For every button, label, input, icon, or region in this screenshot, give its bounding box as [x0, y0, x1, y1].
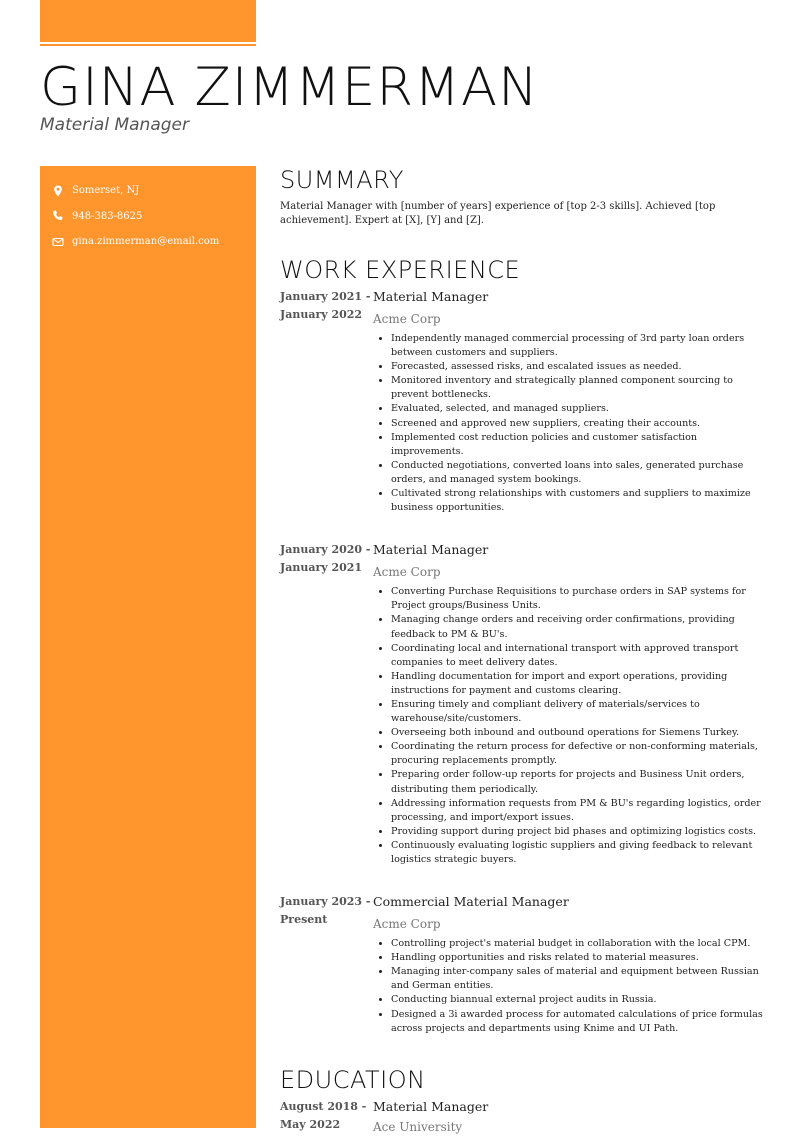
job-company: Acme Corp — [373, 565, 441, 580]
job-bullet: • Providing support during project bid phases and optimizing logistics costs. — [391, 825, 764, 839]
job-company: Acme Corp — [373, 917, 441, 932]
job-bullet: • Conducting biannual external project audits in Russia. — [391, 993, 764, 1007]
job-body — [373, 539, 764, 867]
education-date: August 2018 - May 2022 — [280, 1099, 367, 1131]
job-bullet: • Handling opportunities and risks related to material measures. — [391, 951, 764, 965]
job-body — [373, 286, 764, 515]
education-title: Material Manager — [373, 1098, 489, 1114]
job-entry — [280, 539, 764, 867]
envelope-icon — [52, 236, 64, 248]
job-body — [373, 891, 764, 1036]
job-entry — [280, 891, 764, 1036]
job-bullet: • Screened and approved new suppliers, creating their accounts. — [391, 417, 764, 431]
candidate-role: Material Manager — [40, 115, 189, 135]
phone-icon — [52, 210, 64, 222]
job-bullet: • Continuously evaluating logistic suppliers and giving feedback to relevant logistics strategic buyers. — [391, 839, 764, 867]
contact-phone-text: 948-383-8625 — [72, 210, 143, 222]
job-bullet: • Implemented cost reduction policies and customer satisfaction improvements. — [391, 431, 764, 459]
job-bullet: • Managing change orders and receiving order confirmations, providing feedback to PM & BU's. — [391, 613, 764, 641]
candidate-name: GINA ZIMMERMAN — [40, 57, 539, 118]
job-bullet: • Coordinating the return process for defective or non-conforming materials, procuring replacements promptly. — [391, 740, 764, 768]
job-bullet: • Ensuring timely and compliant delivery of materials/services to warehouse/site/customers. — [391, 698, 764, 726]
job-bullet: • Forecasted, assessed risks, and escalated issues as needed. — [391, 360, 764, 374]
job-bullet: • Converting Purchase Requisitions to purchase orders in SAP systems for Project groups/Business Units. — [391, 585, 764, 613]
education-school: Ace University — [373, 1119, 463, 1134]
contact-email-text: gina.zimmerman@email.com — [72, 236, 220, 248]
contact-list — [52, 178, 252, 255]
job-bullet: • Independently managed commercial processing of 3rd party loan orders between customers and suppliers. — [391, 332, 764, 360]
job-bullet: • Managing inter-company sales of material and equipment between Russian and German entities. — [391, 965, 764, 993]
work-experience-heading: WORK EXPERIENCE — [280, 256, 521, 284]
job-bullet: • Monitored inventory and strategically planned component sourcing to prevent bottlenecks. — [391, 374, 764, 402]
contact-location — [52, 178, 252, 204]
sidebar-top-accent — [40, 0, 256, 42]
job-date: January 2021 - January 2022 — [280, 290, 371, 321]
contact-phone[interactable] — [52, 204, 252, 230]
sidebar — [40, 166, 256, 1128]
job-entry — [280, 286, 764, 515]
job-bullets — [373, 332, 764, 515]
job-date: January 2023 - Present — [280, 895, 371, 927]
job-bullet: • Addressing information requests from PM & BU's regarding logistics, order processing, and import/export issues. — [391, 797, 764, 825]
job-title: Material Manager — [373, 289, 489, 304]
main-content — [280, 164, 764, 1136]
job-company: Acme Corp — [373, 312, 441, 326]
education-entry — [280, 1096, 764, 1136]
summary-heading: SUMMARY — [280, 166, 404, 194]
summary-text: Material Manager with [number of years] experience of [top 2-3 skills]. Achieved [top achievement]. Expert at [X], [Y] and [Z]. — [280, 201, 716, 226]
sidebar-top-rule — [40, 44, 256, 46]
job-bullet: • Cultivated strong relationships with customers and suppliers to maximize business opportunities. — [391, 487, 764, 515]
contact-email[interactable] — [52, 229, 252, 255]
job-title: Material Manager — [373, 542, 489, 558]
contact-location-text: Somerset, NJ — [72, 185, 140, 197]
location-pin-icon — [52, 185, 64, 197]
job-bullet: • Controlling project's material budget in collaboration with the local CPM. — [391, 937, 764, 951]
job-bullet: • Designed a 3i awarded process for automated calculations of price formulas across projects and departments using Knime and UI Path. — [391, 1008, 764, 1036]
job-bullets — [373, 937, 764, 1036]
job-date: January 2020 - January 2021 — [280, 543, 371, 575]
education-heading: EDUCATION — [280, 1065, 426, 1094]
job-bullet: • Preparing order follow-up reports for projects and Business Unit orders, distributing them periodically. — [391, 768, 764, 796]
job-bullets — [373, 585, 764, 867]
job-bullet: • Handling documentation for import and export operations, providing instructions for payment and customs clearing. — [391, 670, 764, 698]
job-bullet: • Coordinating local and international transport with approved transport companies to meet delivery dates. — [391, 642, 764, 670]
job-bullet: • Conducted negotiations, converted loans into sales, generated purchase orders, and managed system bookings. — [391, 459, 764, 487]
education-body — [373, 1096, 764, 1136]
job-title: Commercial Material Manager — [373, 894, 569, 910]
job-bullet: • Evaluated, selected, and managed suppliers. — [391, 402, 764, 416]
job-bullet: • Overseeing both inbound and outbound operations for Siemens Turkey. — [391, 726, 764, 740]
